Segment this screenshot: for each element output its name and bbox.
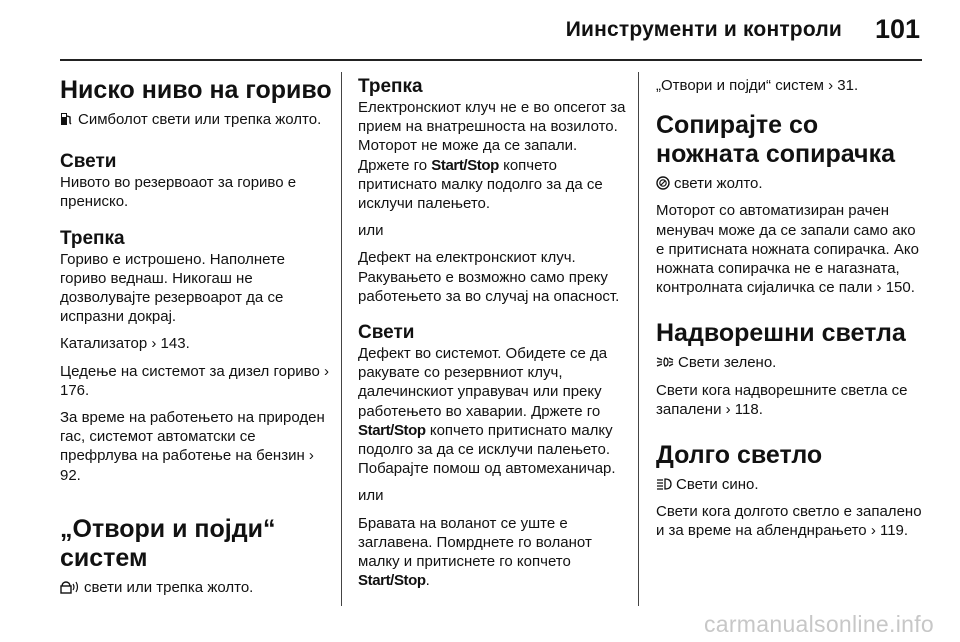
fuel-symbol-text: Симболот свети или трепка жолто. — [78, 111, 322, 128]
ref-open-go[interactable]: 31. — [837, 77, 859, 94]
paragraph-key-fault: Дефект на електронскиот клуч. Ракувањето е возможно само преку работењето за во случај на опасност. — [358, 249, 620, 305]
ref-high-beam[interactable]: 119. — [879, 522, 909, 540]
heading-high-beam: Долго светло — [656, 441, 823, 470]
heading-lights: Свети — [358, 322, 415, 344]
paragraph-open-go-ref: „Отвори и појди“ систем › 31. — [656, 77, 859, 94]
column-2 — [358, 76, 630, 598]
paragraph-steering-lock: Бравата на воланот се уште е заглавена. Помрднете го воланот малку и притиснете го копчето Start/Stop. — [358, 514, 592, 590]
paragraph-system-fault: Дефект во системот. Обидете се да ракувате со резервниот клуч, далечинскиот управувач или преку работењето во хаварии. Држете го Start/Stop копчето притиснато малку подолго за да се исклучи палењето. Побарајте помош од автомеханичар. — [358, 345, 616, 478]
column-3 — [656, 76, 924, 549]
section-title: Иинструменти и контроли — [565, 18, 842, 41]
ref-brake[interactable]: 150. — [885, 279, 915, 297]
paragraph-empty-tank: Гориво е истрошено. Наполнете гориво веднаш. Никогаш не дозволувајте резервоарот да се испразни докрај. — [60, 250, 286, 326]
column-divider-2 — [638, 72, 639, 606]
paragraph-high-beam-lamp: Свети сино. — [656, 475, 924, 494]
paragraph-diesel: Цедење на системот за дизел гориво › 176. — [60, 362, 329, 399]
ref-catalyst[interactable]: 143. — [160, 335, 190, 353]
heading-open-and-go: „Отвори и појди“ систем — [60, 514, 276, 572]
heading-low-fuel: Ниско ниво на гориво — [60, 76, 332, 104]
paragraph-brake-lamp: свети жолто. — [656, 174, 924, 193]
fuel-pump-icon — [60, 112, 74, 126]
watermark: carmanualsonline.info — [703, 611, 934, 637]
arrow-right-icon: › — [828, 77, 834, 94]
paragraph-exterior-body: Свети кога надворешните светла се запалени › 118. — [656, 381, 908, 418]
arrow-right-icon: › — [870, 522, 876, 540]
or-text: или — [358, 487, 384, 505]
arrow-right-icon: › — [324, 362, 329, 380]
paragraph-exterior-lamp: Свети зелено. — [656, 353, 924, 372]
arrow-right-icon: › — [308, 447, 314, 465]
page-header — [0, 14, 960, 54]
arrow-right-icon: › — [876, 279, 882, 297]
or-text: или — [358, 222, 384, 240]
page-number: 101 — [874, 14, 920, 44]
heading-exterior-lights: Надворешни светла — [656, 319, 906, 348]
ref-diesel[interactable]: 176. — [60, 381, 90, 399]
heading-brake-pedal: Сопирајте со ножната сопирачка — [656, 111, 895, 169]
heading-lights: Свети — [60, 151, 117, 173]
column-divider-1 — [341, 72, 342, 606]
paragraph-brake-body: Моторот со автоматизиран рачен менувач може да се запали само ако е притисната ножната сопирачка. Ако ножната сопирачка не е нагазната, контролната сијаличка се пали › 150. — [656, 202, 919, 297]
start-stop-button-label: Start/Stop — [431, 156, 499, 174]
arrow-right-icon: › — [725, 400, 731, 418]
heading-flashes: Трепка — [358, 76, 423, 97]
arrow-right-icon: › — [151, 335, 157, 353]
paragraph-catalyst: Катализатор › 143. — [60, 335, 190, 353]
start-stop-button-label: Start/Stop — [358, 572, 426, 590]
column-1 — [60, 76, 332, 605]
ref-gas[interactable]: 92. — [60, 466, 81, 484]
high-beam-icon — [656, 477, 672, 491]
heading-flashes: Трепка — [60, 227, 125, 249]
paragraph-key-out-of-range: Електронскиот клуч не е во опсегот за прием на внатрешноста на возилото. Моторот не може да се запали. Држете го Start/Stop копчето притиснато малку подолго за да се исклучи палењето. — [358, 99, 626, 213]
start-stop-button-label: Start/Stop — [358, 421, 426, 439]
paragraph-natural-gas: За време на работењето на природен гас, системот автоматски се префрлува на работење на бензин › 92. — [60, 409, 325, 484]
paragraph-open-go-lamp: свети или трепка жолто. — [60, 578, 332, 597]
brake-pedal-icon — [656, 176, 670, 190]
header-rule — [60, 59, 922, 61]
exterior-lights-icon — [656, 355, 674, 369]
paragraph-reserve: Нивото во резервоаот за гориво е прениско. — [60, 174, 297, 211]
ref-exterior[interactable]: 118. — [734, 400, 763, 418]
keyless-icon — [60, 580, 80, 594]
paragraph-high-beam-body: Свети кога долгото светло е запалено и за време на абленднрањето › 119. — [656, 503, 922, 540]
paragraph-fuel-symbol — [60, 110, 332, 129]
